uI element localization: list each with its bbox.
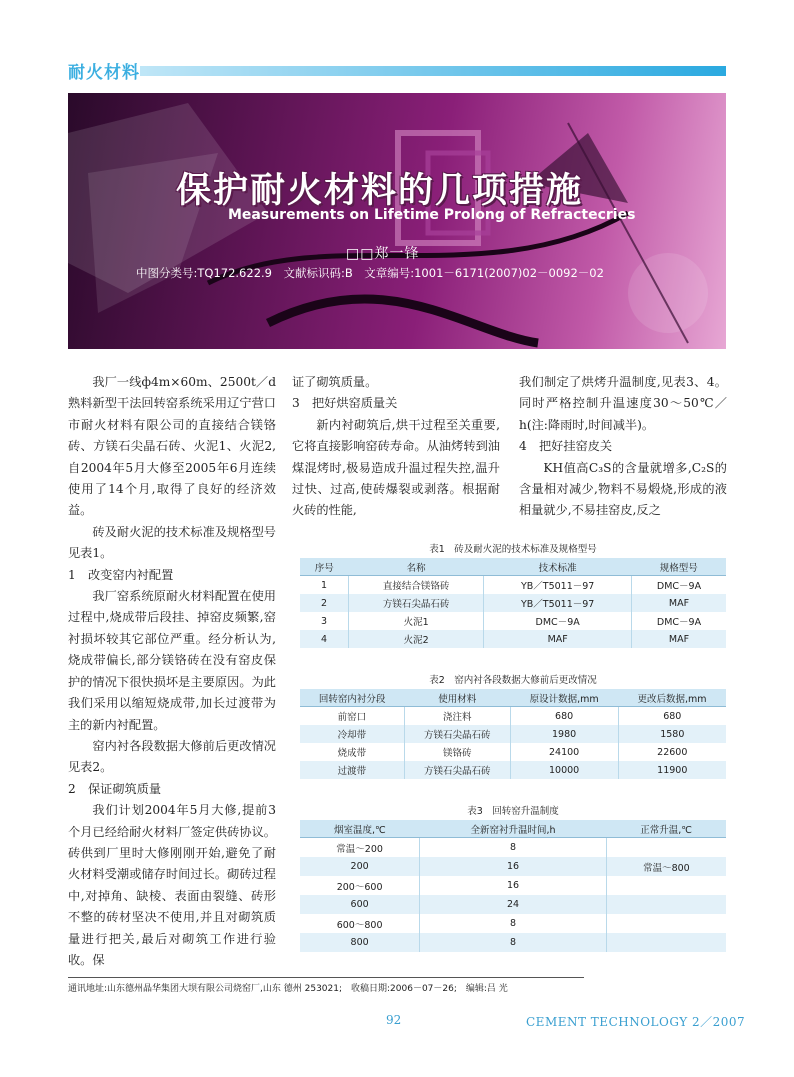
table-header-row (300, 820, 726, 838)
table-cell: 8 (420, 933, 607, 952)
column-header: 技术标准 (484, 558, 632, 576)
table-cell: 常温～200 (336, 843, 383, 855)
table-cell: MAF (632, 630, 727, 648)
table-cell: 3 (320, 615, 327, 627)
table-row (300, 707, 726, 726)
table-1 (300, 558, 726, 648)
table-cell: 24100 (510, 743, 618, 761)
table-cell: DMC－9A (632, 612, 727, 630)
table-row (300, 725, 726, 743)
table-cell: 常温～800 (606, 857, 726, 876)
table-cell: 600 (300, 895, 420, 914)
paragraph: 窑内衬各段数据大修前后更改情况见表2。 (68, 738, 276, 775)
column-header: 规格型号 (632, 558, 727, 576)
paragraph: KH值高C₃S的含量就增多,C₂S的含量相对减少,物料不易煅烧,形成的液相量就少,不易挂窑皮,反之 (519, 460, 727, 518)
table-cell: 火泥1 (348, 612, 483, 630)
column-header: 正常升温,℃ (606, 820, 726, 838)
table-row (300, 743, 726, 761)
table1-caption: 表1 砖及耐火泥的技术标准及规格型号 (429, 544, 597, 555)
journal-name: CEMENT TECHNOLOGY 2／2007 (526, 1015, 746, 1029)
table-cell: 600～800 (336, 919, 383, 931)
text-column-3 (519, 372, 727, 522)
table-cell: 10000 (510, 761, 618, 779)
footnote-rule (68, 977, 584, 978)
table-cell (606, 838, 726, 858)
table-cell: MAF (632, 594, 727, 612)
column-header: 回转窑内衬分段 (300, 689, 404, 707)
column-header: 全新窑衬升温时间,h (420, 820, 607, 838)
table-cell: 前窑口 (337, 712, 367, 723)
section-header-bar (140, 66, 726, 76)
column-header: 序号 (300, 558, 348, 576)
text-column-2 (292, 372, 500, 522)
paragraph: 我们计划2004年5月大修,提前3个月已经给耐火材料厂签定供砖协议。砖供到厂里时大修刚刚开始,避免了耐火材料受潮或储存时间过长。砌砖过程中,对掉角、缺棱、表面由裂缝、砖形不整的砖材坚决不使用,并且对砌筑质量进行把关,最后对砌筑工作进行验收。保 (68, 803, 276, 967)
table-cell: 800 (300, 933, 420, 952)
table-cell: YB／T5011－97 (484, 594, 632, 612)
classification-line: 中图分类号:TQ172.622.9 文献标识码:B 文章编号:1001－6171(2007)02－0092－02 (136, 266, 604, 280)
table-row (300, 838, 726, 858)
paragraph: 新内衬砌筑后,烘干过程至关重要,它将直接影响窑砖寿命。从油烤转到油煤混烤时,极易造成升温过程失控,温升过快、过高,使砖爆裂或剥落。根据耐火砖的性能, (292, 417, 500, 518)
table-cell: 1 (320, 579, 327, 591)
table-cell: 镁铬砖 (404, 743, 510, 761)
table-header-row (300, 689, 726, 707)
table-cell: 200～600 (336, 881, 383, 893)
table-cell: 2 (300, 594, 348, 612)
table-cell: 烧成带 (337, 748, 367, 759)
paragraph: 我厂窑系统原耐火材料配置在使用过程中,烧成带后段挂、掉窑皮频繁,窑衬损坏较其它部位严重。经分析认为,烧成带偏长,部分镁铬砖在没有窑皮保护的情况下很快损坏是主要原因。为此我们采用以缩短烧成带,加长过渡带为主的新内衬配置。 (68, 589, 276, 732)
table-cell: 方镁石尖晶石砖 (404, 725, 510, 743)
page-number: 92 (386, 1013, 402, 1027)
paragraph: 我厂一线ф4m×60m、2500t／d熟料新型干法回转窑系统采用辽宁营口市耐火材料有限公司的直接结合镁铬砖、方镁石尖晶石砖、火泥1、火泥2,自2004年5月大修至2005年6月连续使用了14个月,取得了良好的经济效益。 (68, 375, 276, 518)
table-row (300, 761, 726, 779)
paragraph: 1 改变窑内衬配置 (68, 567, 174, 582)
column-header: 原设计数据,mm (510, 689, 618, 707)
table-2 (300, 689, 726, 779)
column-header: 名称 (348, 558, 483, 576)
table-row (300, 630, 726, 648)
section-label: 耐火材料 (68, 63, 140, 83)
table-row (300, 876, 726, 895)
table-row (300, 857, 726, 876)
table2-caption: 表2 窑内衬各段数据大修前后更改情况 (429, 675, 597, 686)
table-cell: 过渡带 (300, 761, 404, 779)
text-column-1 (68, 372, 276, 971)
table-cell: 8 (420, 914, 607, 933)
table-cell (606, 933, 726, 952)
table-cell (606, 914, 726, 933)
table-cell: MAF (484, 630, 632, 648)
table-cell: DMC－9A (632, 576, 727, 595)
column-header: 更改后数据,mm (618, 689, 726, 707)
table-row (300, 933, 726, 952)
table-cell: 火泥2 (348, 630, 483, 648)
table-row (300, 594, 726, 612)
table-cell: 浇注料 (404, 707, 510, 726)
table-cell: 1980 (510, 725, 618, 743)
table-cell: 1580 (618, 725, 726, 743)
table-cell: DMC－9A (484, 612, 632, 630)
table-cell: 680 (618, 707, 726, 726)
table-cell: 4 (300, 630, 348, 648)
table-3 (300, 820, 726, 952)
table-cell: 200 (300, 857, 420, 876)
paragraph: 我们制定了烘烤升温制度,见表3、4。同时严格控制升温速度30～50℃／h(注:降雨时,时间减半)。 (519, 375, 727, 432)
table3-caption: 表3 回转窑升温制度 (467, 806, 559, 817)
column-header: 烟室温度,℃ (300, 820, 420, 838)
table-cell: 24 (420, 895, 607, 914)
table-row (300, 914, 726, 933)
column-header: 使用材料 (404, 689, 510, 707)
table-row (300, 576, 726, 595)
article-subtitle-en: Measurements on Lifetime Prolong of Refractecries (228, 207, 636, 223)
table-row (300, 895, 726, 914)
table-cell: YB／T5011－97 (484, 576, 632, 595)
table-cell (606, 876, 726, 895)
table-header-row (300, 558, 726, 576)
article-author: □□郑一锋 (346, 246, 420, 262)
table-cell: 16 (420, 876, 607, 895)
paragraph: 砖及耐火泥的技术标准及规格型号见表1。 (68, 524, 276, 561)
table-cell: 冷却带 (300, 725, 404, 743)
table-cell: 方镁石尖晶石砖 (348, 594, 483, 612)
footnote: 通讯地址:山东德州晶华集团大坝有限公司烧窑厂,山东 德州 253021; 收稿日期:2006－07－26; 编辑:吕 光 (68, 984, 508, 994)
table-cell: 11900 (618, 761, 726, 779)
paragraph: 4 把好挂窑皮关 (519, 439, 613, 454)
table-cell: 方镁石尖晶石砖 (404, 761, 510, 779)
table-cell: 直接结合镁铬砖 (348, 576, 483, 595)
table-cell: 16 (420, 857, 607, 876)
table-cell: 22600 (618, 743, 726, 761)
table-row (300, 612, 726, 630)
title-banner (68, 93, 726, 349)
paragraph: 3 把好烘窑质量关 (292, 396, 398, 411)
paragraph: 证了砌筑质量。 (292, 375, 378, 389)
article-title: 保护耐火材料的几项措施 (176, 171, 584, 211)
table-cell (606, 895, 726, 914)
table-cell: 8 (420, 838, 607, 858)
table-cell: 680 (510, 707, 618, 726)
paragraph: 2 保证砌筑质量 (68, 781, 162, 796)
